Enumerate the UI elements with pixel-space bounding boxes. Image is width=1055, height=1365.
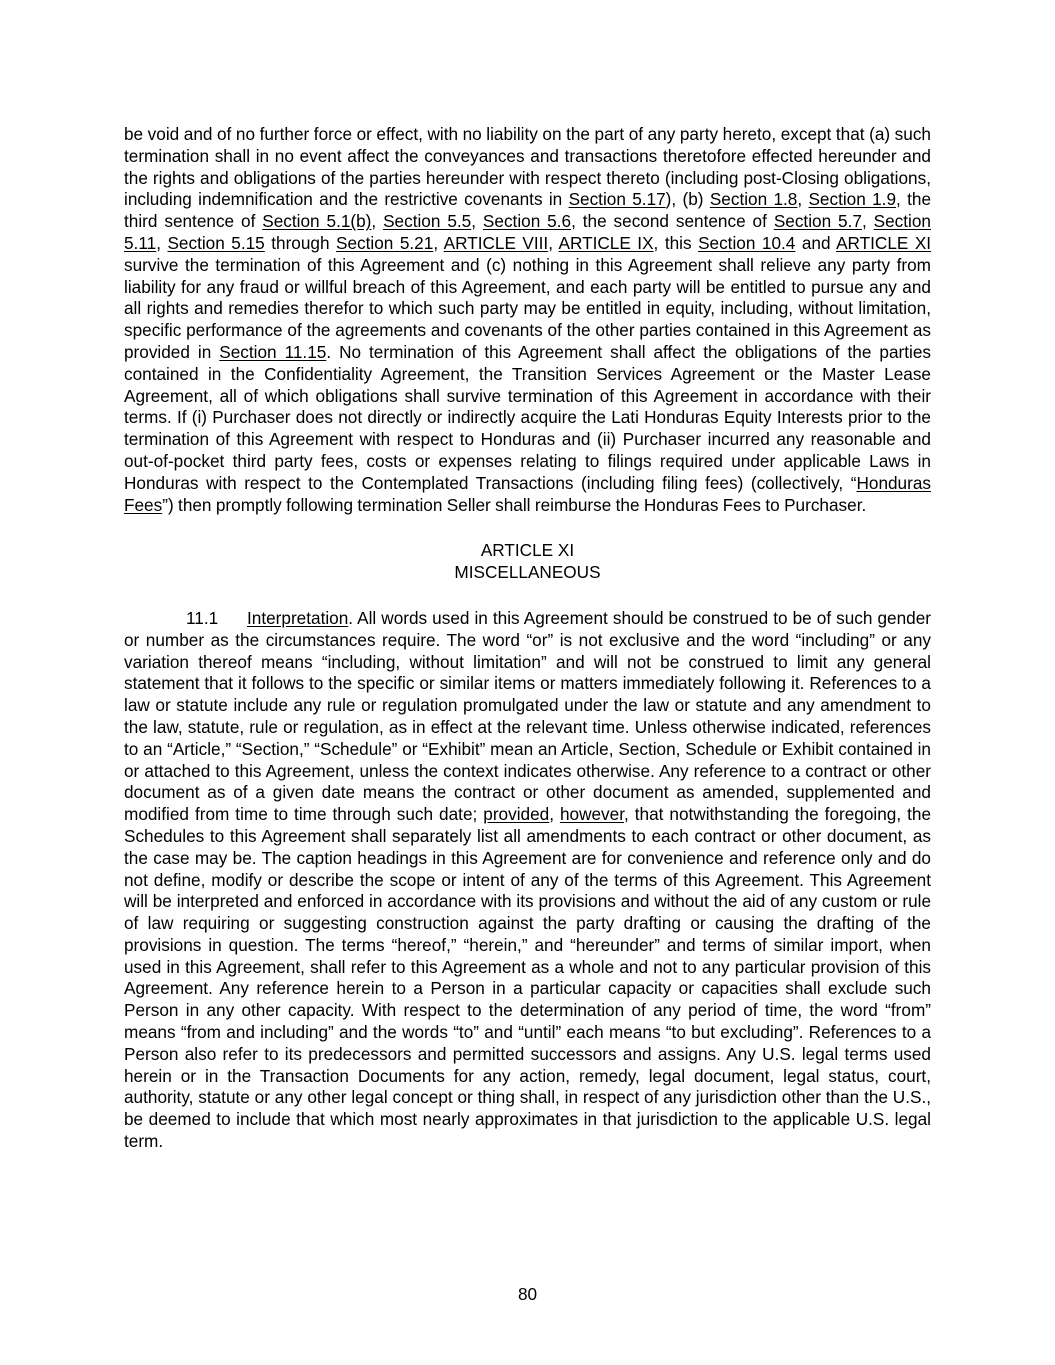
article-ix-link[interactable]: ARTICLE IX [558, 232, 654, 253]
provided-term: provided [483, 804, 550, 825]
article-heading [124, 540, 931, 584]
text-run: ”) then promptly following termination Seller shall reimburse the Honduras Fees to Purchaser. [162, 494, 867, 515]
section-1-9-link[interactable]: Section 1.9 [808, 189, 897, 210]
text-run: , [548, 232, 559, 253]
text-run: and [795, 232, 837, 253]
text-run: , [861, 211, 874, 232]
honduras-fees-definition: Honduras Fees [124, 472, 931, 515]
text-run: , [371, 211, 384, 232]
text-run: through [264, 232, 337, 253]
section-5-21-link[interactable]: Section 5.21 [336, 232, 434, 253]
text-run: . No termination of this Agreement shall affect the obligations of the parties contained in the Confidentiality Agreement, the Transition Services Agreement or the Master Lease Agreement, all of which obligations shall survive termination of this Agreement in accordance with their terms. If (i) Purchaser does not directly or indirectly acquire the Lati Honduras Equity Interests prior to the termination of this Agreement with respect to Honduras and (ii) Purchaser incurred any reasonable and out-of-pocket third party fees, costs or expenses relating to filings required under applicable Laws in Honduras with respect to the Contemplated Transactions (including filing fees) (collectively, “ [124, 341, 931, 493]
section-5-15-link[interactable]: Section 5.15 [167, 232, 265, 253]
text-run: be void and of no further force or effect, with no liability on the part of any party hereto, except that (a) such termination shall in no event affect the conveyances and transactions theretofore effected hereunder and the rights and obligations of the parties hereunder with respect thereto (including post-Closing obligations, including indemnification and the restrictive covenants in [124, 124, 931, 210]
section-5-7-link[interactable]: Section 5.7 [773, 211, 862, 232]
however-term: however [559, 804, 624, 825]
section-number: 11.1 [186, 607, 219, 628]
termination-paragraph [124, 124, 931, 516]
article-number: ARTICLE XI [480, 540, 575, 561]
text-run: , [433, 232, 444, 253]
page-number: 80 [517, 1284, 538, 1304]
section-5-5-link[interactable]: Section 5.5 [383, 211, 472, 232]
section-5-17-link[interactable]: Section 5.17 [568, 189, 666, 210]
section-1-8-link[interactable]: Section 1.8 [709, 189, 798, 210]
section-5-1b-link[interactable]: Section 5.1(b) [262, 211, 372, 232]
article-xi-link[interactable]: ARTICLE XI [836, 232, 932, 253]
text-run: , that notwithstanding the foregoing, the Schedules to this Agreement shall separately list all amendments to each contract or other document, as the case may be. The caption headings in this Agreement are for convenience and reference only and do not define, modify or describe the scope or intent of any of the terms of this Agreement. This Agreement will be interpreted and enforced in accordance with its provisions and without the aid of any custom or rule of law requiring or suggesting construction against the party drafting or causing the drafting of the provisions in question. The terms “hereof,” “herein,” and “hereunder” and terms of similar import, when used in this Agreement, shall refer to this Agreement as a whole and not to any particular provision of this Agreement. Any reference herein to a Person in a particular capacity or capacities shall exclude such Person in any other capacity. With respect to the determination of any period of time, the word “from” means “from and including” and the words “to” and “until” each means “to but excluding”. References to a Person also refer to its predecessors and permitted successors and assigns. Any U.S. legal terms used herein or in the Transaction Documents for any action, remedy, legal document, legal status, court, authority, statute or any other legal concept or thing shall, in respect of any jurisdiction other than the U.S., be deemed to include that which most nearly approximates in that jurisdiction to the applicable U.S. legal term. [124, 804, 931, 1152]
article-title: MISCELLANEOUS [454, 562, 601, 583]
article-viii-link[interactable]: ARTICLE VIII [443, 232, 549, 253]
text-run: , [471, 211, 483, 232]
document-page [124, 124, 931, 1153]
text-run: , [797, 189, 809, 210]
text-run: , this [653, 232, 699, 253]
text-run: , the third sentence of [124, 189, 932, 232]
text-run: , [156, 232, 168, 253]
text-run: , the second sentence of [571, 211, 774, 232]
text-run: survive the termination of this Agreement and (c) nothing in this Agreement shall relieve any party from liability for any fraud or willful breach of this Agreement, and each party will be entitled to pursue any and all rights and remedies therefor to which such party may be entitled in equity, including, without limitation, specific performance of the agreements and covenants of the other parties contained in this Agreement as provided in [124, 254, 931, 362]
section-5-6-link[interactable]: Section 5.6 [482, 211, 572, 232]
section-heading: Interpretation [247, 607, 349, 628]
section-10-4-link[interactable]: Section 10.4 [698, 232, 796, 253]
section-11-1-paragraph [124, 608, 931, 1153]
text-run: . All words used in this Agreement should be construed to be of such gender or number as the circumstances require. The word “or” is not exclusive and the word “including” or any variation thereof means “including, without limitation” and will not be construed to limit any general statement that it follows to the specific or similar items or matters immediately following it. References to a law or statute include any rule or regulation promulgated under the law or statute and any amendment to the law, statute, rule or regulation, as in effect at the relevant time. Unless otherwise indicated, references to an “Article,” “Section,” “Schedule” or “Exhibit” mean an Article, Section, Schedule or Exhibit contained in or attached to this Agreement, unless the context indicates otherwise. Any reference to a contract or other document as of a given date means the contract or other document as amended, supplemented and modified from time to time through such date; [124, 607, 931, 825]
section-11-15-link[interactable]: Section 11.15 [219, 341, 327, 362]
section-5-11-link[interactable]: Section 5.11 [124, 211, 931, 253]
text-run: , [549, 804, 560, 825]
text-run: ), (b) [665, 189, 710, 210]
